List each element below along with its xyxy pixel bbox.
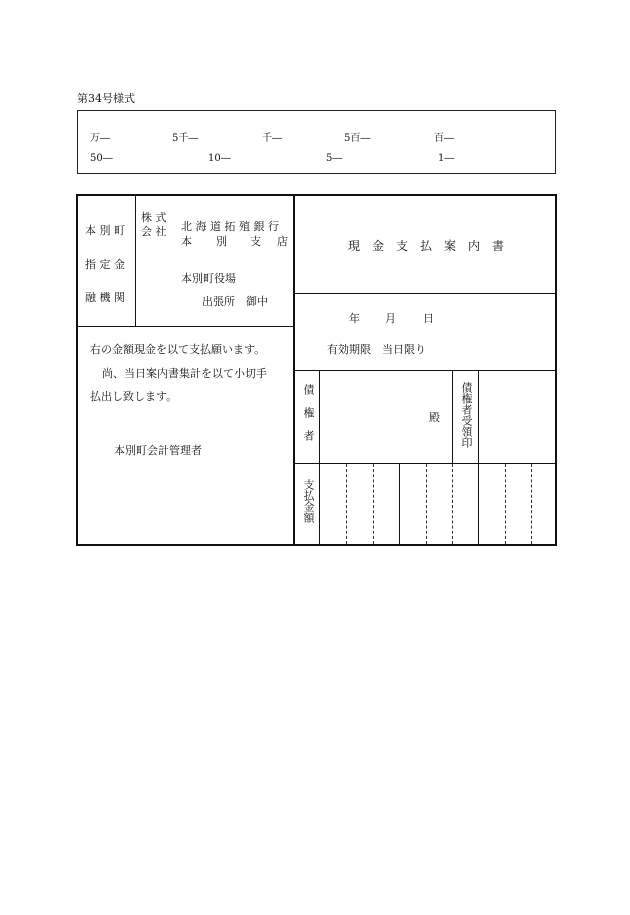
- digit-group-line: [478, 464, 479, 544]
- digit-separator: [452, 464, 453, 544]
- date-month: 月: [385, 312, 396, 325]
- bank-label-line: 融 機 関: [85, 291, 125, 304]
- branch-char: 店: [277, 235, 288, 248]
- honorific: 殿: [429, 411, 440, 424]
- denomination-label: 50―: [90, 153, 113, 164]
- digit-separator: [373, 464, 374, 544]
- denomination-label: 百―: [434, 133, 454, 144]
- denomination-label: 5千―: [172, 133, 199, 144]
- digit-separator: [426, 464, 427, 544]
- office-branch: 出張所 御中: [202, 295, 268, 308]
- digit-separator: [505, 464, 506, 544]
- denomination-label: 10―: [208, 153, 231, 164]
- seal-divider-right: [478, 370, 479, 463]
- bank-label-line: 本 別 町: [85, 224, 125, 237]
- seal-divider-left: [452, 370, 453, 463]
- treasurer-signature: 本別町会計管理者: [114, 444, 202, 457]
- digit-group-line: [399, 464, 400, 544]
- denomination-box: [77, 110, 556, 174]
- request-text: 払出し致します。: [90, 390, 178, 403]
- date-year: 年: [349, 312, 360, 325]
- date-day: 日: [423, 312, 434, 325]
- creditor-seal-label: 債権者受領印: [460, 382, 473, 448]
- corporation-type: 会 社: [141, 225, 167, 238]
- title-divider: [295, 293, 555, 294]
- denomination-label: 5百―: [344, 133, 371, 144]
- denomination-label: 千―: [262, 133, 282, 144]
- denomination-label: 1―: [438, 153, 455, 164]
- corporation-type: 株 式: [141, 211, 167, 224]
- branch-char: 支: [250, 235, 261, 248]
- label-column-divider: [319, 370, 320, 544]
- request-text: 右の金額現金を以て支払願います。: [90, 343, 266, 356]
- creditor-divider: [295, 463, 555, 464]
- document-title: 現 金 支 払 案 内 書: [348, 239, 505, 253]
- digit-separator: [346, 464, 347, 544]
- branch-char: 本: [181, 235, 192, 248]
- creditor-label: 債権者: [302, 384, 315, 453]
- bank-label-divider: [135, 196, 136, 326]
- digit-separator: [531, 464, 532, 544]
- left-divider: [78, 326, 293, 327]
- date-divider: [295, 370, 555, 371]
- denomination-label: 万―: [90, 133, 110, 144]
- branch-char: 別: [216, 235, 227, 248]
- validity-period: 有効期限 当日限り: [327, 343, 426, 356]
- office-name: 本別町役場: [181, 272, 236, 285]
- bank-name: 北 海 道 拓 殖 銀 行: [181, 220, 279, 233]
- payment-amount-label: 支払金額: [302, 479, 315, 523]
- request-text: 尚、当日案内書集計を以て小切手: [102, 367, 267, 380]
- payment-notice-form: [76, 194, 557, 546]
- bank-label-line: 指 定 金: [85, 258, 125, 271]
- form-number: 第34号様式: [77, 92, 135, 105]
- denomination-label: 5―: [326, 153, 343, 164]
